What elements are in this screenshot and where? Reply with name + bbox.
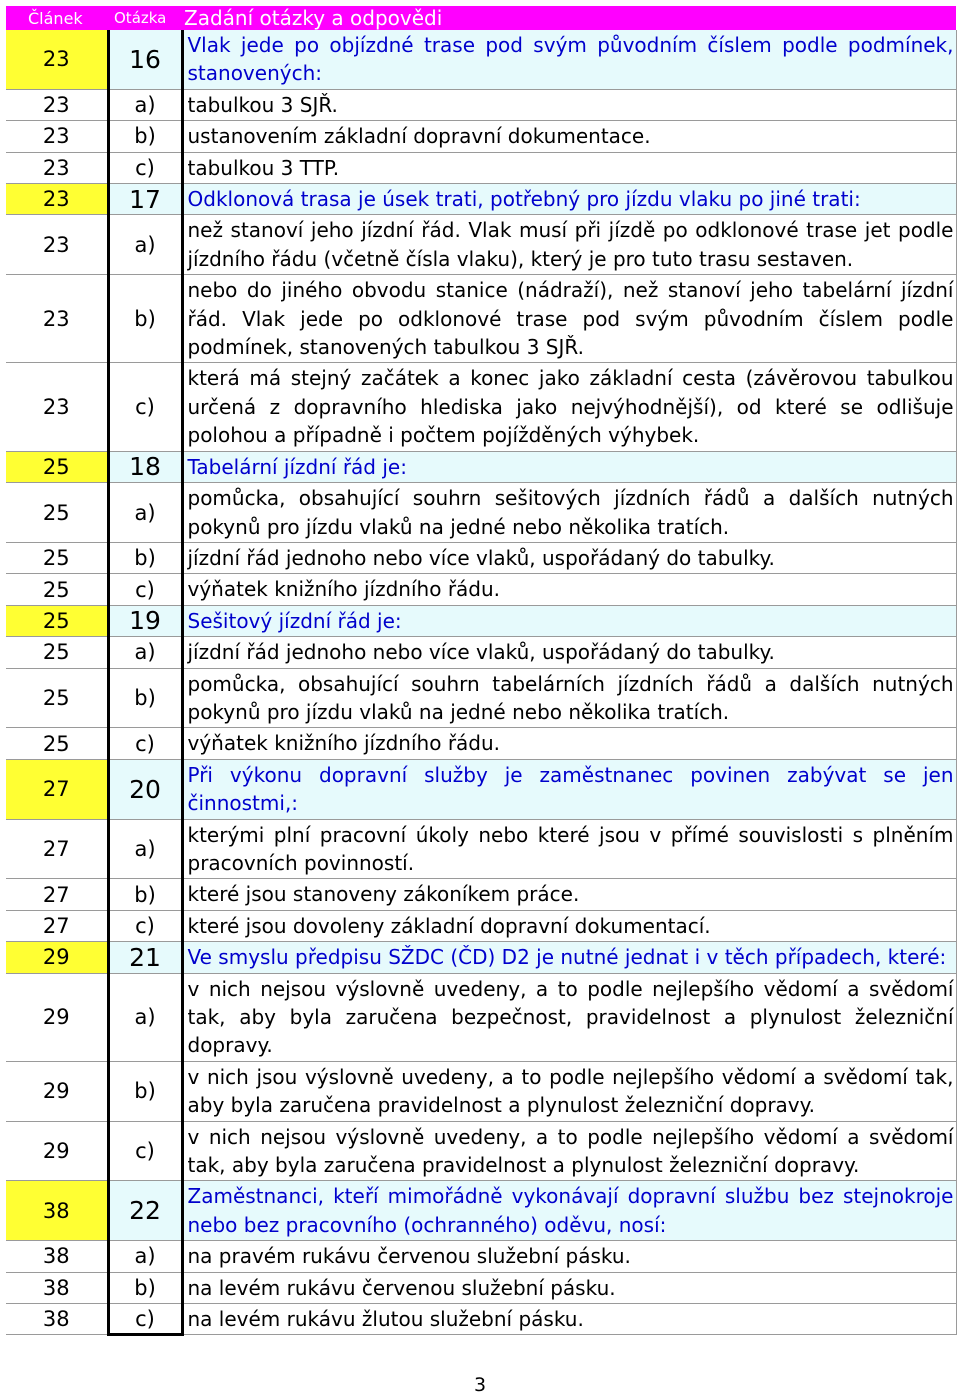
answer-row	[6, 574, 956, 605]
answer-label: a)	[108, 973, 182, 1061]
article-cell: 38	[6, 1304, 108, 1335]
answer-label: b)	[108, 1272, 182, 1303]
answer-label: b)	[108, 879, 182, 910]
header-question: Otázka	[108, 6, 182, 30]
article-cell: 27	[6, 759, 108, 819]
question-text: Ve smyslu předpisu SŽDC (ČD) D2 je nutné jednat i v těch případech, které:	[182, 942, 956, 973]
question-row	[6, 451, 956, 482]
answer-row	[6, 879, 956, 910]
answer-label: c)	[108, 728, 182, 759]
article-cell: 27	[6, 819, 108, 879]
question-text: Tabelární jízdní řád je:	[182, 451, 956, 482]
answer-text: v nich nejsou výslovně uvedeny, a to podle nejlepšího vědomí a svědomí tak, aby byla zaručena pravidelnost a plynulost železniční dopravy.	[182, 1121, 956, 1181]
article-cell: 23	[6, 215, 108, 275]
question-number: 22	[108, 1181, 182, 1241]
answer-text: kterými plní pracovní úkoly nebo které jsou v přímé souvislosti s plněním pracovních povinností.	[182, 819, 956, 879]
table-body	[6, 30, 956, 1335]
question-number: 19	[108, 605, 182, 636]
answer-text: tabulkou 3 SJŘ.	[182, 89, 956, 120]
answer-label: b)	[108, 275, 182, 363]
article-cell: 38	[6, 1241, 108, 1272]
answer-row	[6, 483, 956, 543]
article-cell: 25	[6, 542, 108, 573]
answer-text: jízdní řád jednoho nebo více vlaků, uspořádaný do tabulky.	[182, 542, 956, 573]
article-cell: 25	[6, 637, 108, 668]
questions-table	[6, 6, 957, 1336]
question-number: 21	[108, 942, 182, 973]
article-cell: 25	[6, 605, 108, 636]
answer-label: a)	[108, 819, 182, 879]
question-row	[6, 30, 956, 89]
answer-label: c)	[108, 363, 182, 451]
answer-text: v nich jsou výslovně uvedeny, a to podle nejlepšího vědomí a svědomí tak, aby byla zaručena pravidelnost a plynulost železniční dopravy.	[182, 1061, 956, 1121]
article-cell: 23	[6, 89, 108, 120]
article-cell: 25	[6, 483, 108, 543]
question-number: 16	[108, 30, 182, 89]
question-sheet	[6, 6, 956, 1336]
answer-label: c)	[108, 1304, 182, 1335]
question-row	[6, 759, 956, 819]
article-cell: 38	[6, 1272, 108, 1303]
question-number: 17	[108, 184, 182, 215]
answer-row	[6, 1304, 956, 1335]
article-cell: 23	[6, 30, 108, 89]
answer-text: jízdní řád jednoho nebo více vlaků, uspořádaný do tabulky.	[182, 637, 956, 668]
article-cell: 23	[6, 363, 108, 451]
question-row	[6, 605, 956, 636]
answer-label: c)	[108, 152, 182, 183]
article-cell: 23	[6, 184, 108, 215]
article-cell: 25	[6, 728, 108, 759]
answer-label: a)	[108, 215, 182, 275]
answer-row	[6, 215, 956, 275]
answer-row	[6, 1272, 956, 1303]
answer-label: c)	[108, 910, 182, 941]
article-cell: 29	[6, 973, 108, 1061]
answer-label: b)	[108, 121, 182, 152]
answer-text: než stanoví jeho jízdní řád. Vlak musí při jízdě po odklonové trase jet podle jízdního řádu (včetně čísla vlaku), který je pro tuto trasu sestaven.	[182, 215, 956, 275]
article-cell: 38	[6, 1181, 108, 1241]
table-header-row	[6, 6, 956, 30]
question-row	[6, 184, 956, 215]
page-number: 3	[473, 1374, 487, 1396]
answer-row	[6, 1241, 956, 1272]
answer-label: b)	[108, 668, 182, 728]
question-number: 20	[108, 759, 182, 819]
article-cell: 23	[6, 121, 108, 152]
article-cell: 27	[6, 910, 108, 941]
answer-text: tabulkou 3 TTP.	[182, 152, 956, 183]
answer-text: ustanovením základní dopravní dokumentace.	[182, 121, 956, 152]
question-text: Při výkonu dopravní služby je zaměstnanec povinen zabývat se jen činnostmi,:	[182, 759, 956, 819]
question-row	[6, 1181, 956, 1241]
answer-text: které jsou stanoveny zákoníkem práce.	[182, 879, 956, 910]
article-cell: 29	[6, 1121, 108, 1181]
answer-label: c)	[108, 574, 182, 605]
answer-label: a)	[108, 89, 182, 120]
answer-row	[6, 668, 956, 728]
answer-row	[6, 152, 956, 183]
answer-text: pomůcka, obsahující souhrn sešitových jízdních řádů a dalších nutných pokynů pro jízdu vlaků na jedné nebo několika tratích.	[182, 483, 956, 543]
answer-row	[6, 973, 956, 1061]
answer-label: c)	[108, 1121, 182, 1181]
answer-row	[6, 637, 956, 668]
answer-row	[6, 728, 956, 759]
article-cell: 29	[6, 942, 108, 973]
answer-label: a)	[108, 637, 182, 668]
answer-label: a)	[108, 483, 182, 543]
answer-text: výňatek knižního jízdního řádu.	[182, 574, 956, 605]
answer-row	[6, 542, 956, 573]
answer-row	[6, 121, 956, 152]
question-text: Zaměstnanci, kteří mimořádně vykonávají dopravní službu bez stejnokroje nebo bez pracovního (ochranného) oděvu, nosí:	[182, 1181, 956, 1241]
answer-text: na pravém rukávu červenou služební pásku.	[182, 1241, 956, 1272]
answer-label: b)	[108, 1061, 182, 1121]
answer-label: b)	[108, 542, 182, 573]
answer-text: pomůcka, obsahující souhrn tabelárních jízdních řádů a dalších nutných pokynů pro jízdu vlaků na jedné nebo několika tratích.	[182, 668, 956, 728]
answer-row	[6, 819, 956, 879]
answer-label: a)	[108, 1241, 182, 1272]
answer-row	[6, 1121, 956, 1181]
article-cell: 27	[6, 879, 108, 910]
answer-row	[6, 363, 956, 451]
answer-text: v nich nejsou výslovně uvedeny, a to podle nejlepšího vědomí a svědomí tak, aby byla zaručena bezpečnost, pravidelnost a plynulost železniční dopravy.	[182, 973, 956, 1061]
answer-text: která má stejný začátek a konec jako základní cesta (závěrovou tabulkou určená z dopravního hlediska jako nejvýhodnější), od které se odlišuje polohou a případně i počtem pojížděných výhybek.	[182, 363, 956, 451]
question-row	[6, 942, 956, 973]
question-text: Vlak jede po objízdné trase pod svým původním číslem podle podmínek, stanovených:	[182, 30, 956, 89]
question-text: Sešitový jízdní řád je:	[182, 605, 956, 636]
article-cell: 23	[6, 152, 108, 183]
answer-row	[6, 1061, 956, 1121]
answer-text: na levém rukávu žlutou služební pásku.	[182, 1304, 956, 1335]
question-text: Odklonová trasa je úsek trati, potřebný pro jízdu vlaku po jiné trati:	[182, 184, 956, 215]
answer-text: na levém rukávu červenou služební pásku.	[182, 1272, 956, 1303]
article-cell: 29	[6, 1061, 108, 1121]
question-number: 18	[108, 451, 182, 482]
article-cell: 25	[6, 574, 108, 605]
header-article: Článek	[6, 6, 108, 30]
article-cell: 25	[6, 668, 108, 728]
answer-row	[6, 910, 956, 941]
article-cell: 25	[6, 451, 108, 482]
answer-row	[6, 275, 956, 363]
article-cell: 23	[6, 275, 108, 363]
answer-text: nebo do jiného obvodu stanice (nádraží), než stanoví jeho tabelární jízdní řád. Vlak jede po odklonové trase pod svým původním číslem podle podmínek, stanovených tabulkou 3 SJŘ.	[182, 275, 956, 363]
answer-row	[6, 89, 956, 120]
header-text: Zadání otázky a odpovědi	[182, 6, 956, 30]
answer-text: které jsou dovoleny základní dopravní dokumentací.	[182, 910, 956, 941]
answer-text: výňatek knižního jízdního řádu.	[182, 728, 956, 759]
